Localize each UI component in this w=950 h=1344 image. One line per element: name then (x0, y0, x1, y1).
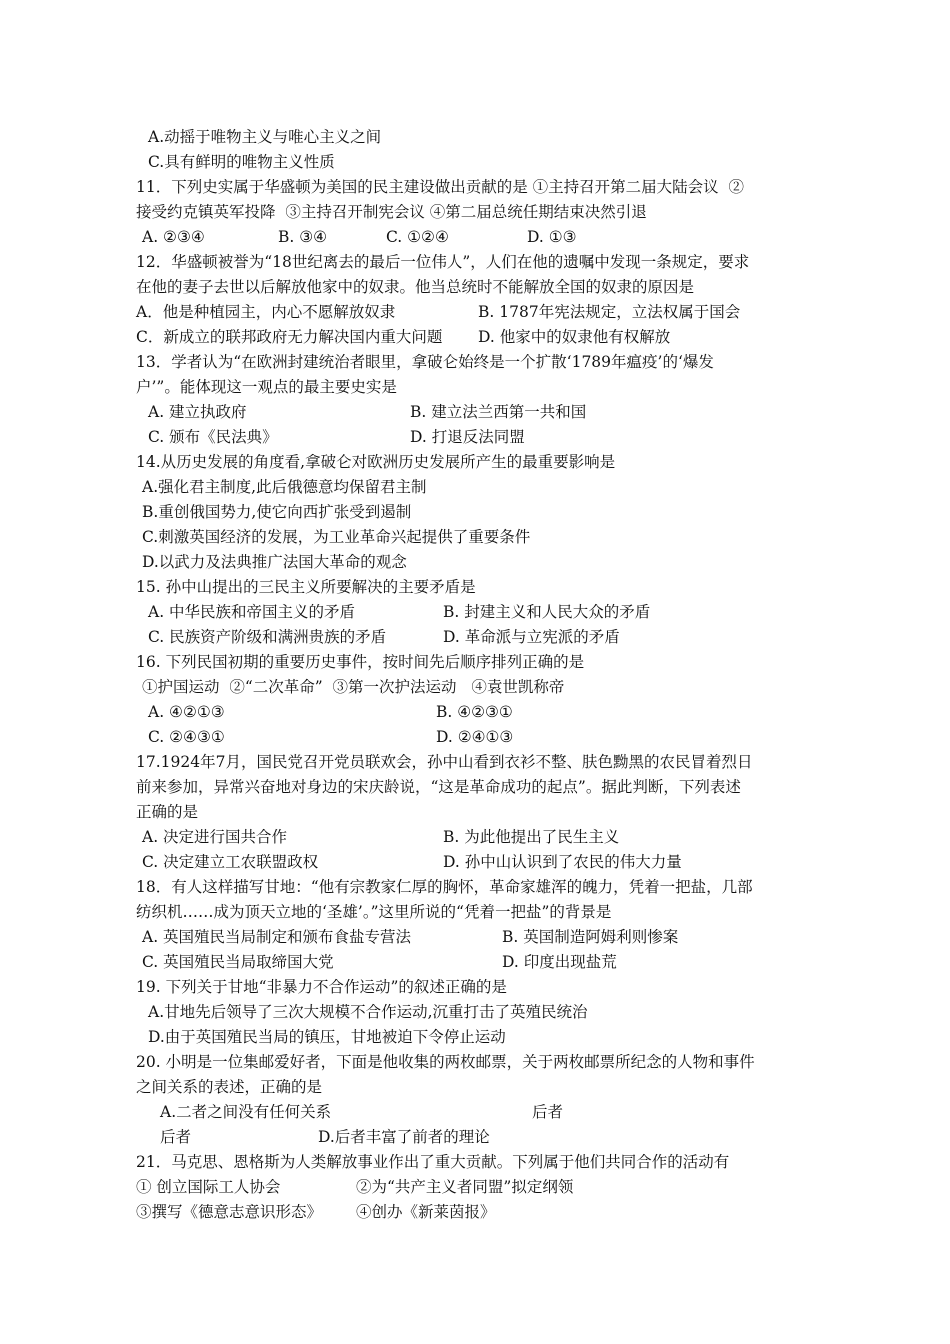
q18-option-a: A. 英国殖民当局制定和颁布食盐专营法 (142, 928, 412, 946)
q13-option-b: B. 建立法兰西第一共和国 (410, 403, 587, 421)
q21-item-2: ②为“共产主义者同盟”拟定纲领 (356, 1178, 574, 1196)
q15-option-b: B. 封建主义和人民大众的矛盾 (443, 603, 651, 621)
q21-item-3: ③撰写《德意志意识形态》 (136, 1203, 323, 1221)
q15-option-c: C. 民族资产阶级和满洲贵族的矛盾 (148, 628, 387, 646)
q13-option-a: A. 建立执政府 (148, 403, 247, 421)
q21-stem: 21．马克思、恩格斯为人类解放事业作出了重大贡献。下列属于他们共同合作的活动有 (136, 1153, 730, 1171)
q18-stem-line2: 纺织机……成为顶天立地的‘圣雄’。”这里所说的“凭着一把盐”的背景是 (136, 903, 612, 921)
q14-option-b: B.重创俄国势力,使它向西扩张受到遏制 (142, 503, 412, 521)
q17-stem-line3: 正确的是 (136, 803, 199, 821)
q16-option-c: C. ②④③① (148, 728, 225, 746)
q12-stem-line2: 在他的妻子去世以后解放他家中的奴隶。他当总统时不能解放全国的奴隶的原因是 (136, 278, 695, 296)
q16-option-b: B. ④②③① (436, 703, 513, 721)
q20-stem-line1: 20. 小明是一位集邮爱好者，下面是他收集的两枚邮票，关于两枚邮票所纪念的人物和事件 (136, 1053, 755, 1071)
q15-option-a: A. 中华民族和帝国主义的矛盾 (148, 603, 356, 621)
q18-option-d: D. 印度出现盐荒 (502, 953, 617, 971)
q20-stem-line2: 之间关系的表述，正确的是 (136, 1078, 323, 1096)
q13-stem-line2: 户’”。能体现这一观点的最主要史实是 (136, 378, 397, 396)
q10-option-c: C.具有鲜明的唯物主义性质 (148, 153, 335, 171)
q13-stem-line1: 13．学者认为“在欧洲封建统治者眼里，拿破仑始终是一个扩散‘1789年瘟疫’的‘爆发 (136, 353, 714, 371)
q13-option-c: C. 颁布《民法典》 (148, 428, 278, 446)
q16-events: ①护国运动 ②“二次革命” ③第一次护法运动 ④袁世凯称帝 (142, 678, 565, 696)
q16-option-d: D. ②④①③ (436, 728, 514, 746)
q17-stem-line2: 前来参加，异常兴奋地对身边的宋庆龄说，“这是革命成功的起点”。据此判断，下列表述 (136, 778, 741, 796)
q17-option-b: B. 为此他提出了民生主义 (443, 828, 620, 846)
q12-option-b: B. 1787年宪法规定，立法权属于国会 (478, 303, 741, 321)
q18-option-c: C. 英国殖民当局取缔国大党 (142, 953, 334, 971)
q12-option-a: A．他是种植园主，内心不愿解放奴隶 (136, 303, 396, 321)
q10-option-a: A.动摇于唯物主义与唯心主义之间 (148, 128, 382, 146)
q17-stem-line1: 17.1924年7月，国民党召开党员联欢会，孙中山看到衣衫不整、肤色黝黑的农民冒着烈日 (136, 753, 753, 771)
q17-option-c: C. 决定建立工农联盟政权 (142, 853, 319, 871)
q14-option-c: C.刺激英国经济的发展，为工业革命兴起提供了重要条件 (142, 528, 531, 546)
q18-option-b: B. 英国制造阿姆利则惨案 (502, 928, 679, 946)
q11-option-d: D. ①③ (527, 228, 577, 246)
q21-item-4: ④创办《新莱茵报》 (356, 1203, 496, 1221)
q12-option-d: D. 他家中的奴隶他有权解放 (478, 328, 671, 346)
q20-option-d: D.后者丰富了前者的理论 (318, 1128, 490, 1146)
q19-option-d: D.由于英国殖民当局的镇压，甘地被迫下令停止运动 (148, 1028, 506, 1046)
q11-option-a: A. ②③④ (142, 228, 205, 246)
q16-option-a: A. ④②①③ (148, 703, 225, 721)
q11-stem-line2: 接受约克镇英军投降 ③主持召开制宪会议 ④第二届总统任期结束决然引退 (136, 203, 647, 221)
q21-item-1: ① 创立国际工人协会 (136, 1178, 281, 1196)
q11-option-b: B. ③④ (278, 228, 328, 246)
q19-stem: 19. 下列关于甘地“非暴力不合作运动”的叙述正确的是 (136, 978, 507, 996)
q19-option-a: A.甘地先后领导了三次大规模不合作运动,沉重打击了英殖民统治 (148, 1003, 588, 1021)
q18-stem-line1: 18．有人这样描写甘地：“他有宗教家仁厚的胸怀，革命家雄浑的魄力，凭着一把盐，几部 (136, 878, 753, 896)
q16-stem: 16. 下列民国初期的重要历史事件，按时间先后顺序排列正确的是 (136, 653, 585, 671)
q14-option-a: A.强化君主制度,此后俄德意均保留君主制 (142, 478, 427, 496)
q20-fragment-right: 后者 (532, 1103, 564, 1121)
q14-stem: 14.从历史发展的角度看,拿破仑对欧洲历史发展所产生的最重要影响是 (136, 453, 616, 471)
q13-option-d: D. 打退反法同盟 (410, 428, 525, 446)
q11-stem-line1: 11．下列史实属于华盛顿为美国的民主建设做出贡献的是 ①主持召开第二届大陆会议 ② (136, 178, 745, 196)
q20-fragment-left: 后者 (160, 1128, 192, 1146)
q12-option-c: C．新成立的联邦政府无力解决国内重大问题 (136, 328, 443, 346)
q17-option-d: D. 孙中山认识到了农民的伟大力量 (443, 853, 682, 871)
q12-stem-line1: 12．华盛顿被誉为“18世纪离去的最后一位伟人”，人们在他的遗嘱中发现一条规定，要求 (136, 253, 750, 271)
q15-stem: 15. 孙中山提出的三民主义所要解决的主要矛盾是 (136, 578, 476, 596)
q20-option-a: A.二者之间没有任何关系 (160, 1103, 332, 1121)
q15-option-d: D. 革命派与立宪派的矛盾 (443, 628, 620, 646)
q11-option-c: C. ①②④ (386, 228, 449, 246)
q17-option-a: A. 决定进行国共合作 (142, 828, 288, 846)
q14-option-d: D.以武力及法典推广法国大革命的观念 (142, 553, 407, 571)
